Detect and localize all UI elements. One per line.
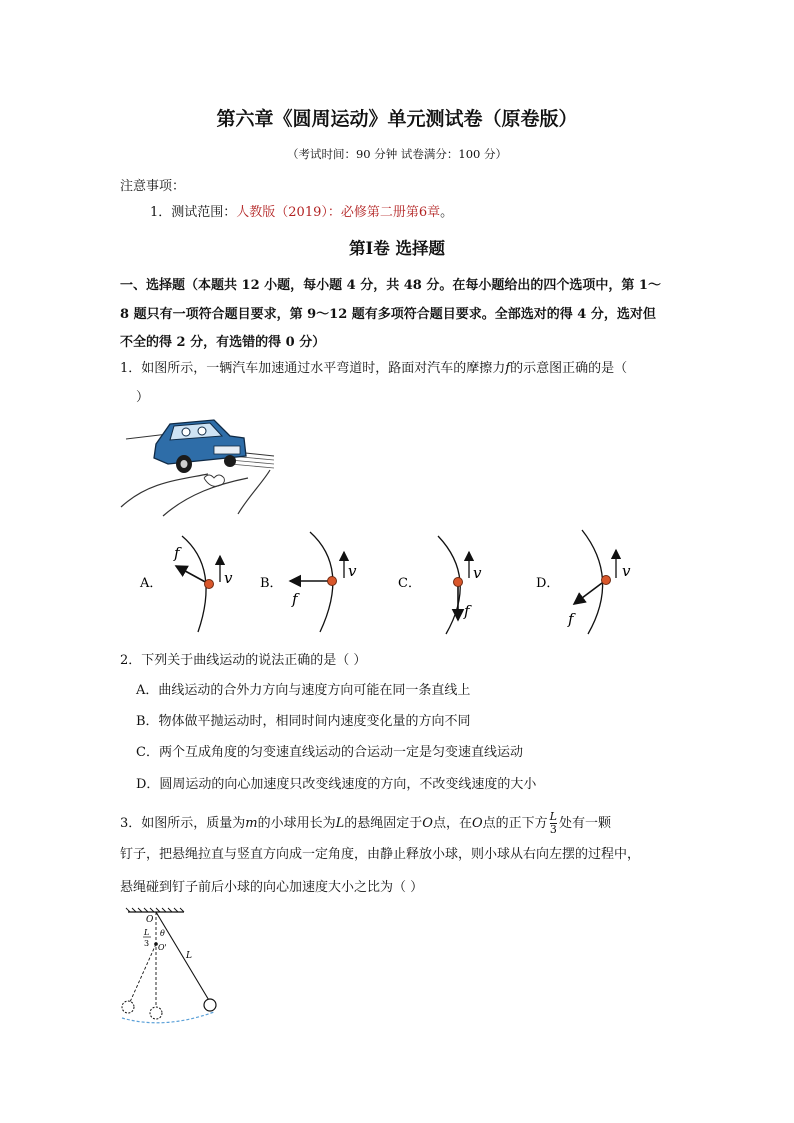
q1-stem	[120, 359, 627, 379]
option-b-car-dot	[328, 577, 337, 586]
option-a-car-dot	[205, 580, 214, 589]
q1-options-figure	[120, 528, 660, 638]
part1-line3: 不全的得 2 分，有选错的得 0 分）	[120, 335, 326, 350]
option-d-f: f	[568, 610, 574, 628]
option-b-f: f	[292, 590, 298, 608]
ball-right	[204, 999, 216, 1011]
part1-line1: 一、选择题（本题共 12 小题，每小题 4 分，共 48 分。在每小题给出的四个选项中，第 1～	[120, 278, 661, 293]
q3-text-e: 点的正下方	[482, 816, 548, 831]
q3-line2: 钉子，把悬绳拉直与竖直方向成一定角度，由静止释放小球，则小球从右向左摆的过程中，	[120, 847, 641, 862]
q1-stem-close: ）	[136, 390, 150, 405]
label-L3-den: 3	[144, 939, 150, 948]
q3-text-b: 的小球用长为	[257, 816, 336, 831]
option-b-v: v	[348, 562, 357, 580]
option-d-curve	[582, 530, 603, 634]
option-a-curve	[182, 536, 206, 632]
q1-stem-pre: 1．如图所示，一辆汽车加速通过水平弯道时，路面对汽车的摩擦力	[120, 361, 506, 376]
q3-O: O	[422, 816, 433, 831]
q3-text-c: 的悬绳固定于	[344, 816, 423, 831]
option-d-v: v	[622, 562, 631, 580]
option-a-v: v	[224, 569, 233, 587]
car-on-curve-figure	[118, 412, 278, 520]
q2-option-d: D．圆周运动的向心加速度只改变线速度的方向，不改变线速度的大小	[136, 777, 537, 792]
ball-bottom	[150, 1007, 162, 1019]
test-scope: 人教版（2019）：必修第二册第6章	[236, 205, 441, 220]
notice-heading: 注意事项：	[120, 179, 186, 194]
q3-frac-num: L	[549, 810, 557, 823]
q1-f-symbol: f	[505, 361, 511, 376]
q3-text-d: 点，在	[432, 816, 472, 831]
label-L3-num: L	[144, 928, 150, 937]
q2-option-a: A．曲线运动的合外力方向与速度方向可能在同一条直线上	[136, 683, 471, 698]
q3-fraction	[550, 811, 557, 836]
notice-item-1-suffix: 。	[440, 205, 454, 220]
label-O: O	[146, 915, 154, 925]
q3-line3: 悬绳碰到钉子前后小球的向心加速度大小之比为（ ）	[120, 880, 424, 895]
option-a-f: f	[174, 544, 180, 562]
option-a-label: A．	[140, 576, 163, 591]
notice-item-1	[150, 203, 453, 223]
option-b-label: B．	[260, 576, 283, 591]
q3-O-2: O	[471, 816, 483, 831]
ball-left	[122, 1001, 134, 1013]
q3-text-f: 处有一颗	[558, 816, 611, 831]
q3-text-a: 3．如图所示，质量为	[120, 816, 246, 831]
q2-option-b: B．物体做平抛运动时，相同时间内速度变化量的方向不同	[136, 714, 471, 729]
option-c-label: C．	[398, 576, 421, 591]
q2-option-c: C．两个互成角度的匀变速直线运动的合运动一定是匀变速直线运动	[136, 745, 523, 760]
string-right	[156, 912, 210, 1002]
exam-info: （考试时间：90 分钟 试卷满分：100 分）	[286, 147, 508, 161]
notice-item-1-prefix: 1．测试范围：	[150, 205, 237, 220]
label-L: L	[186, 951, 192, 961]
option-c-v: v	[473, 564, 482, 582]
option-c-car-dot	[454, 578, 463, 587]
pendulum-figure	[114, 906, 232, 1028]
option-c-f: f	[464, 602, 470, 620]
option-d-label: D．	[536, 576, 560, 591]
q3-frac-den: 3	[549, 823, 557, 836]
swing-arc	[122, 1012, 214, 1023]
label-theta: θ	[160, 929, 165, 938]
page-title: 第六章《圆周运动》单元测试卷（原卷版）	[216, 108, 578, 130]
q1-stem-post: 的示意图正确的是（	[510, 361, 628, 376]
label-O-prime: O'	[158, 943, 167, 952]
q3-line1	[120, 811, 611, 836]
string-left	[130, 944, 156, 1002]
section-title: 第Ⅰ卷 选择题	[349, 239, 445, 258]
part1-line2: 8 题只有一项符合题目要求，第 9～12 题有多项符合题目要求。全部选对的得 4 分，选对但	[120, 307, 656, 322]
q2-stem: 2．下列关于曲线运动的说法正确的是（ ）	[120, 653, 367, 668]
q3-m: m	[245, 816, 258, 831]
option-d-car-dot	[602, 576, 611, 585]
q3-L: L	[335, 816, 345, 831]
